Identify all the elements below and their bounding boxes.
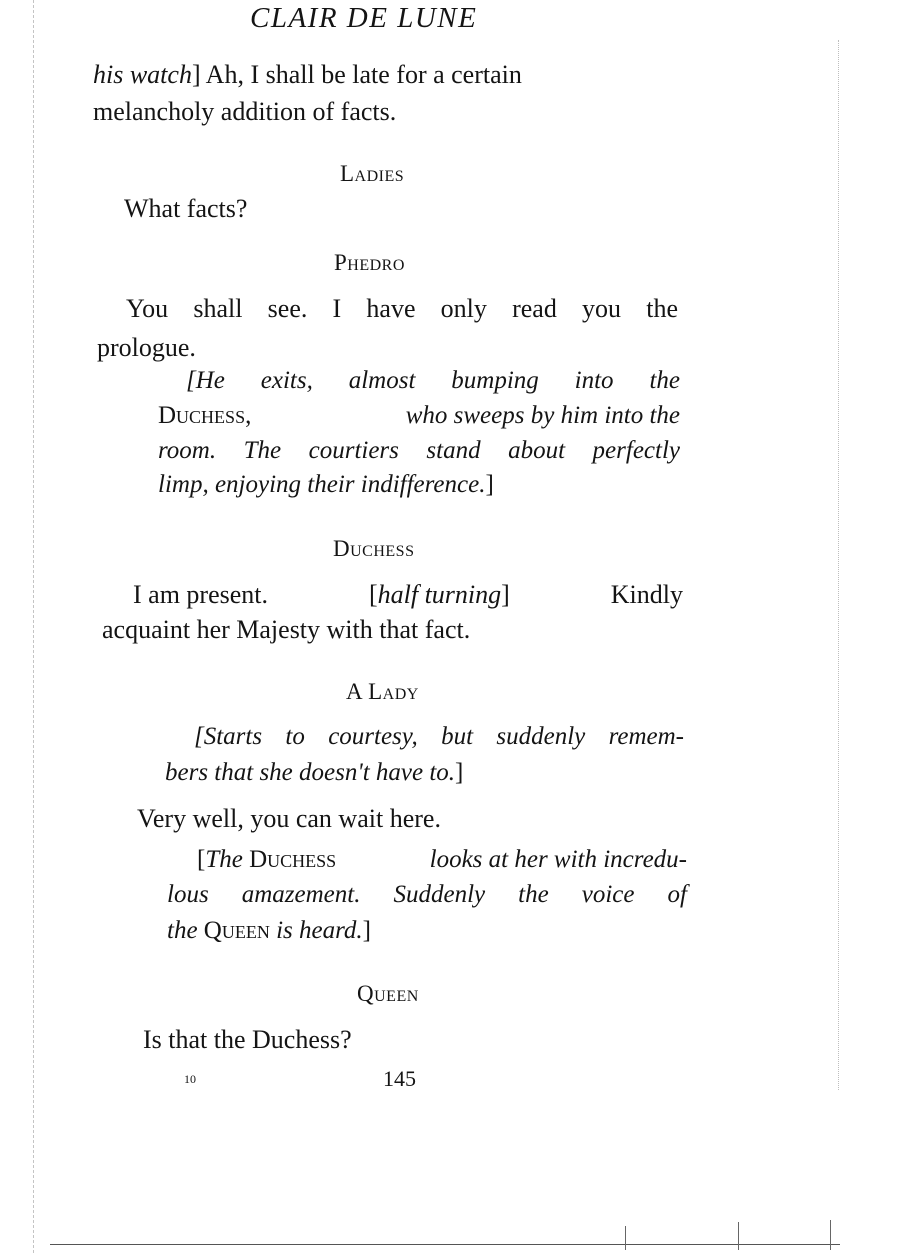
page-number: 145: [383, 1066, 416, 1091]
speaker-duchess: Duchess: [333, 536, 415, 561]
stage-direction-line: [He exits, almost bumping into the: [186, 367, 680, 394]
speaker-a-lady: A Lady: [346, 679, 419, 704]
scan-edge-left: [33, 0, 34, 1253]
character-name: Duchess: [249, 846, 337, 873]
dialogue-line: acquaint her Majesty with that fact.: [102, 615, 471, 644]
speaker-ladies: Ladies: [340, 161, 405, 186]
stage-direction-line: bers that she doesn't have to.]: [165, 759, 464, 786]
running-header: CLAIR DE LUNE: [250, 2, 478, 34]
stage-direction-line: Duchess, who sweeps by him into the: [158, 402, 680, 429]
scan-artifact: [738, 1222, 739, 1250]
stage-direction-line: [The Duchess looks at her with incredu-: [197, 846, 687, 873]
dialogue-line: You shall see. I have only read you the: [126, 294, 678, 323]
speaker-queen: Queen: [357, 981, 419, 1006]
dialogue-line: Is that the Duchess?: [143, 1025, 352, 1054]
character-name: Duchess,: [158, 402, 252, 429]
dialogue-line: prologue.: [97, 333, 196, 362]
scan-artifact: [830, 1220, 831, 1250]
dialogue-line: Very well, you can wait here.: [137, 804, 441, 833]
character-name: Queen: [203, 917, 270, 944]
stage-direction-line: lous amazement. Suddenly the voice of: [167, 881, 687, 908]
stage-direction-line: the Queen is heard.]: [167, 917, 371, 944]
scan-artifact: [625, 1226, 626, 1250]
dialogue-line: What facts?: [124, 194, 248, 223]
scan-bottom-edge: [50, 1244, 840, 1245]
dialogue-line: I am present. [half turning] Kindly: [133, 580, 683, 609]
stage-direction-line: [Starts to courtesy, but suddenly remem-: [194, 723, 684, 750]
text-line: melancholy addition of facts.: [93, 97, 397, 126]
dialogue-fragment: ] Ah, I shall be late for a certain: [191, 60, 522, 89]
scan-edge-right: [838, 40, 839, 1090]
signature-mark: 10: [184, 1072, 196, 1086]
stage-direction-line: room. The courtiers stand about perfectly: [158, 437, 680, 464]
text-line: [93, 60, 522, 90]
speaker-phedro: Phedro: [334, 250, 405, 275]
stage-direction-line: limp, enjoying their indifference.]: [158, 471, 494, 498]
stage-direction-fragment: his watch: [93, 60, 192, 89]
